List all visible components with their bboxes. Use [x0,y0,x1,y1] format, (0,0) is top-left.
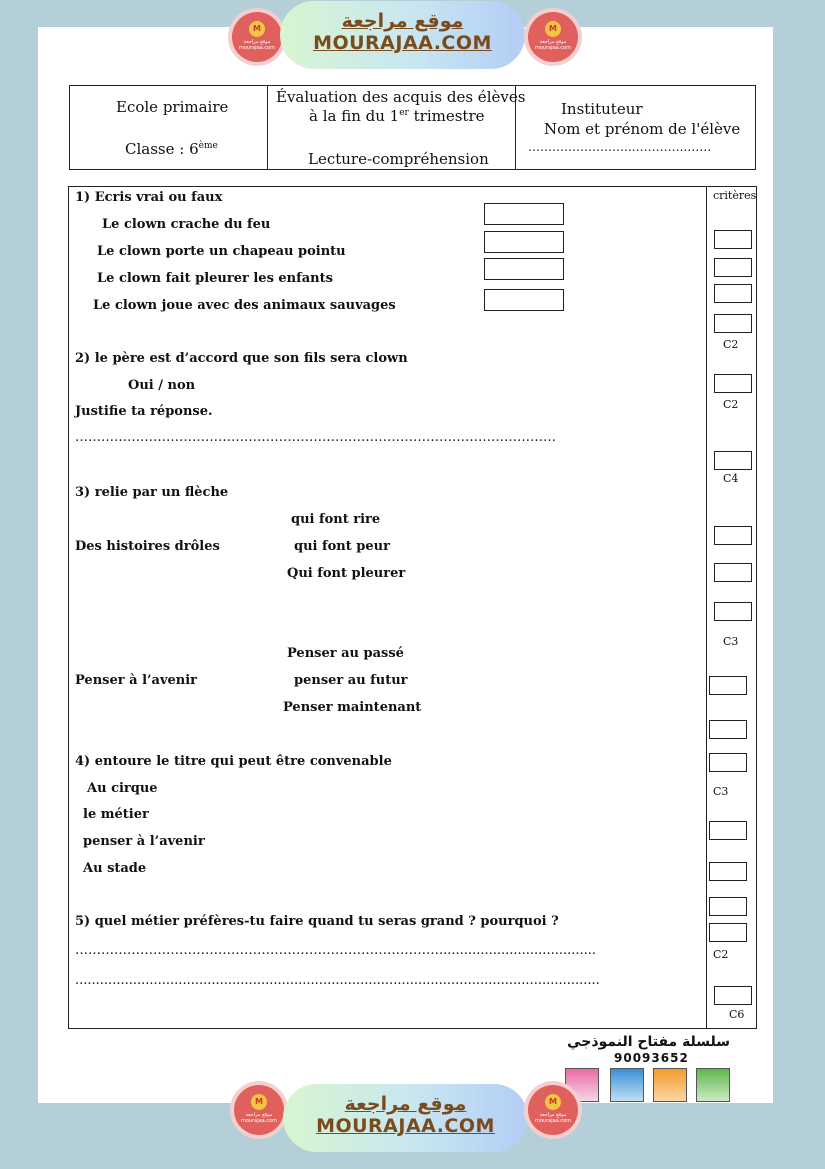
school-name: Ecole primaire [116,98,229,116]
q3-right-option[interactable]: Qui font pleurer [287,566,406,581]
criteria-label: C2 [723,398,739,411]
q2-title: 2) le père est d’accord que son fils sera clown [75,351,408,366]
q1-answer-box[interactable] [484,289,564,311]
series-phone: 90093652 [614,1051,689,1065]
bottom-banner[interactable] [283,1084,528,1152]
criteria-box[interactable] [714,374,752,393]
teacher-label: Instituteur [561,100,643,118]
criteria-box[interactable] [709,753,747,772]
q5-title: 5) quel métier préfères-tu faire quand tu seras grand ? pourquoi ? [75,914,559,929]
school-cell [70,86,268,169]
logo-icon: M [249,21,265,37]
criteria-box[interactable] [714,258,752,277]
criteria-box[interactable] [714,526,752,545]
site-arabic-name[interactable]: موقع مراجعة [344,1093,467,1115]
q3-left-item[interactable]: Des histoires drôles [75,539,220,554]
class-label: Classe : 6ème [125,140,218,158]
student-cell [516,86,755,169]
q2-justify-label: Justifie ta réponse. [75,404,213,419]
bottom-left-badge: M موقع مراجعة mourajaa.com [234,1085,284,1135]
q3-right-option[interactable]: Penser au passé [287,646,404,661]
q3-title: 3) relie par un flèche [75,485,229,500]
q1-item: Le clown porte un chapeau pointu [97,244,346,259]
top-left-badge: M موقع مراجعة mourajaa.com [232,12,282,62]
logo-icon: M [545,21,561,37]
student-name-field[interactable]: ……………………..…………..…… [528,140,712,154]
q2-answer-line[interactable]: ………………………………………………………………………………………………… [75,430,556,445]
q3-right-option[interactable]: Penser maintenant [283,700,422,715]
site-domain-link[interactable]: MOURAJAA.COM [313,32,492,54]
criteria-box[interactable] [714,230,752,249]
q1-answer-box[interactable] [484,203,564,225]
title-cell [268,86,526,169]
logo-icon: M [545,1094,561,1110]
criteria-label: C6 [729,1008,745,1021]
criteria-box[interactable] [714,563,752,582]
criteria-label: C3 [723,635,739,648]
subject-label: Lecture-compréhension [308,150,489,168]
criteria-box[interactable] [714,986,752,1005]
q1-title: 1) Ecris vrai ou faux [75,190,223,205]
q1-item: Le clown joue avec des animaux sauvages [93,298,396,313]
criteria-box[interactable] [709,720,747,739]
criteria-box[interactable] [709,676,747,695]
exam-header [69,85,756,170]
book-cover-icon [696,1068,730,1102]
q5-answer-line[interactable]: ............................................................................................................................... [75,973,600,988]
criteria-label: C2 [723,338,739,351]
criteria-divider [706,186,707,1029]
q1-item: Le clown crache du feu [102,217,271,232]
criteria-box[interactable] [709,862,747,881]
book-cover-icon [653,1068,687,1102]
q1-answer-box[interactable] [484,231,564,253]
criteria-box[interactable] [714,451,752,470]
site-arabic-name[interactable]: موقع مراجعة [341,10,464,32]
q1-item: Le clown fait pleurer les enfants [97,271,333,286]
bottom-right-badge: M موقع مراجعة mourajaa.com [528,1085,578,1135]
q3-right-option[interactable]: qui font peur [294,539,390,554]
criteria-box[interactable] [714,314,752,333]
exam-title-line2: à la fin du 1er trimestre [309,107,485,125]
top-right-badge: M موقع مراجعة mourajaa.com [528,12,578,62]
book-cover-icon [610,1068,644,1102]
criteria-label: C3 [713,785,729,798]
q4-option[interactable]: penser à l’avenir [83,834,205,849]
criteria-box[interactable] [714,284,752,303]
q2-options[interactable]: Oui / non [128,378,196,393]
criteria-box[interactable] [709,897,747,916]
criteria-label: C4 [723,472,739,485]
q3-right-option[interactable]: qui font rire [291,512,381,527]
q1-answer-box[interactable] [484,258,564,280]
criteria-box[interactable] [709,821,747,840]
q4-option[interactable]: le métier [83,807,149,822]
q4-option[interactable]: Au stade [83,861,147,876]
criteria-box[interactable] [709,923,747,942]
series-title: سلسلة مفتاح النموذجي [567,1034,730,1050]
q3-right-option[interactable]: penser au futur [294,673,408,688]
criteria-header: critères [713,189,757,202]
q5-answer-line[interactable]: …………………………………………………………………………...................................... [75,943,597,958]
criteria-box[interactable] [714,602,752,621]
criteria-label: C2 [713,948,729,961]
exam-title-line1: Évaluation des acquis des élèves [276,88,526,106]
top-banner[interactable] [280,1,525,69]
logo-icon: M [251,1094,267,1110]
student-name-label: Nom et prénom de l'élève [544,120,741,138]
q4-option[interactable]: Au cirque [87,781,158,796]
q3-left-item[interactable]: Penser à l’avenir [75,673,198,688]
site-domain-link[interactable]: MOURAJAA.COM [316,1115,495,1137]
q4-title: 4) entoure le titre qui peut être convenable [75,754,392,769]
